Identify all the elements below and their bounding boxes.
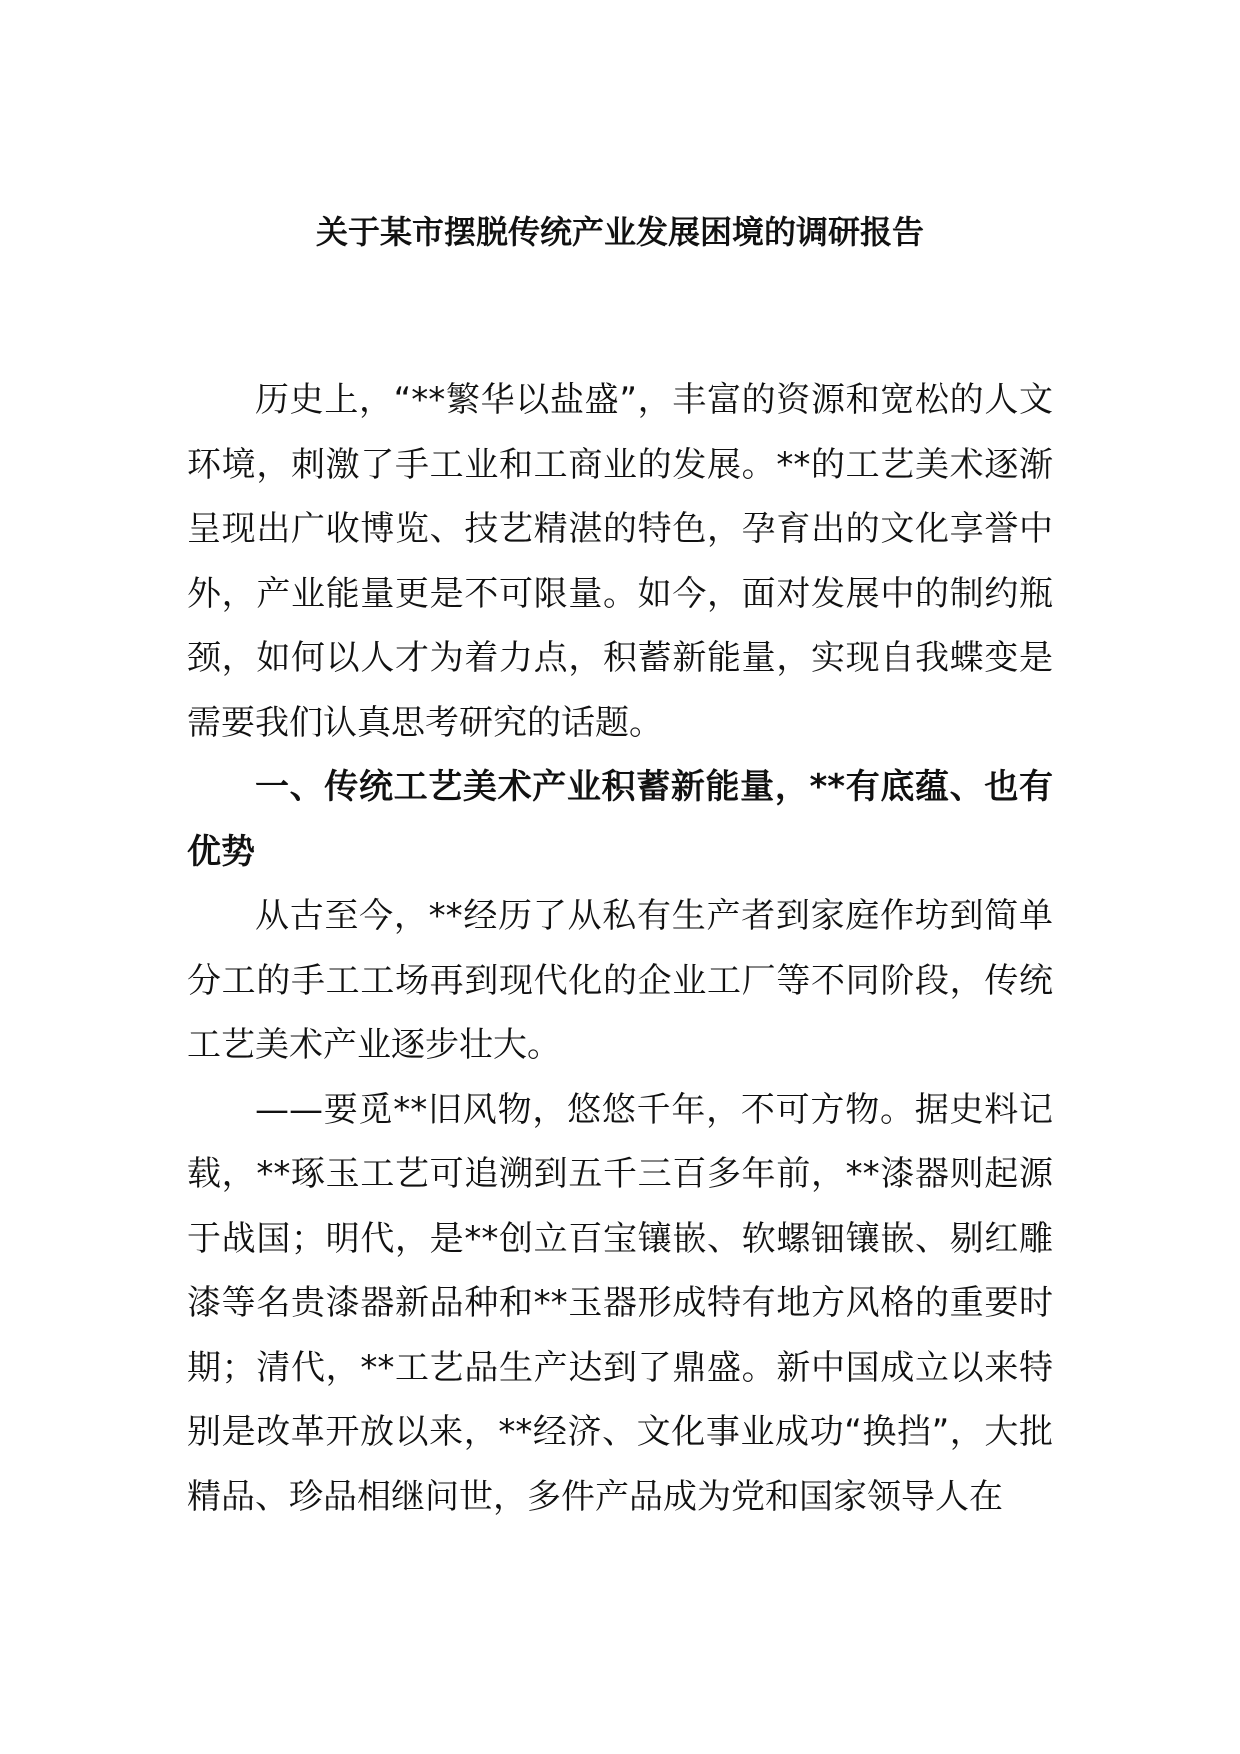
paragraph-intro: 历史上，“**繁华以盐盛”，丰富的资源和宽松的人文环境，刺激了手工业和工商业的发展。**的工艺美术逐渐呈现出广收博览、技艺精湛的特色，孕育出的文化享誉中外，产业能量更是不可限量。如今，面对发展中的制约瓶颈，如何以人才为着力点，积蓄新能量，实现自我蝶变是需要我们认真思考研究的话题。 — [187, 380, 1053, 743]
document-title: 关于某市摆脱传统产业发展困境的调研报告 — [315, 213, 924, 251]
paragraph-history-stages: 从古至今，**经历了从私有生产者到家庭作坊到简单分工的手工工场再到现代化的企业工厂等不同阶段，传统工艺美术产业逐步壮大。 — [187, 896, 1053, 1065]
paragraph-old-customs: ——要觅**旧风物，悠悠千年，不可方物。据史料记载，**琢玉工艺可追溯到五千三百多年前，**漆器则起源于战国；明代，是**创立百宝镶嵌、软螺钿镶嵌、剔红雕漆等名贵漆器新品种和**玉器形成特有地方风格的重要时期；清代，**工艺品生产达到了鼎盛。新中国成立以来特别是改革开放以来，**经济、文化事业成功“换挡”，大批精品、珍品相继问世，多件产品成为党和国家领导人在 — [187, 1089, 1053, 1517]
document-body — [187, 368, 1053, 1529]
section-heading: 一、传统工艺美术产业积蓄新能量，**有底蕴、也有优势 — [187, 767, 1053, 872]
